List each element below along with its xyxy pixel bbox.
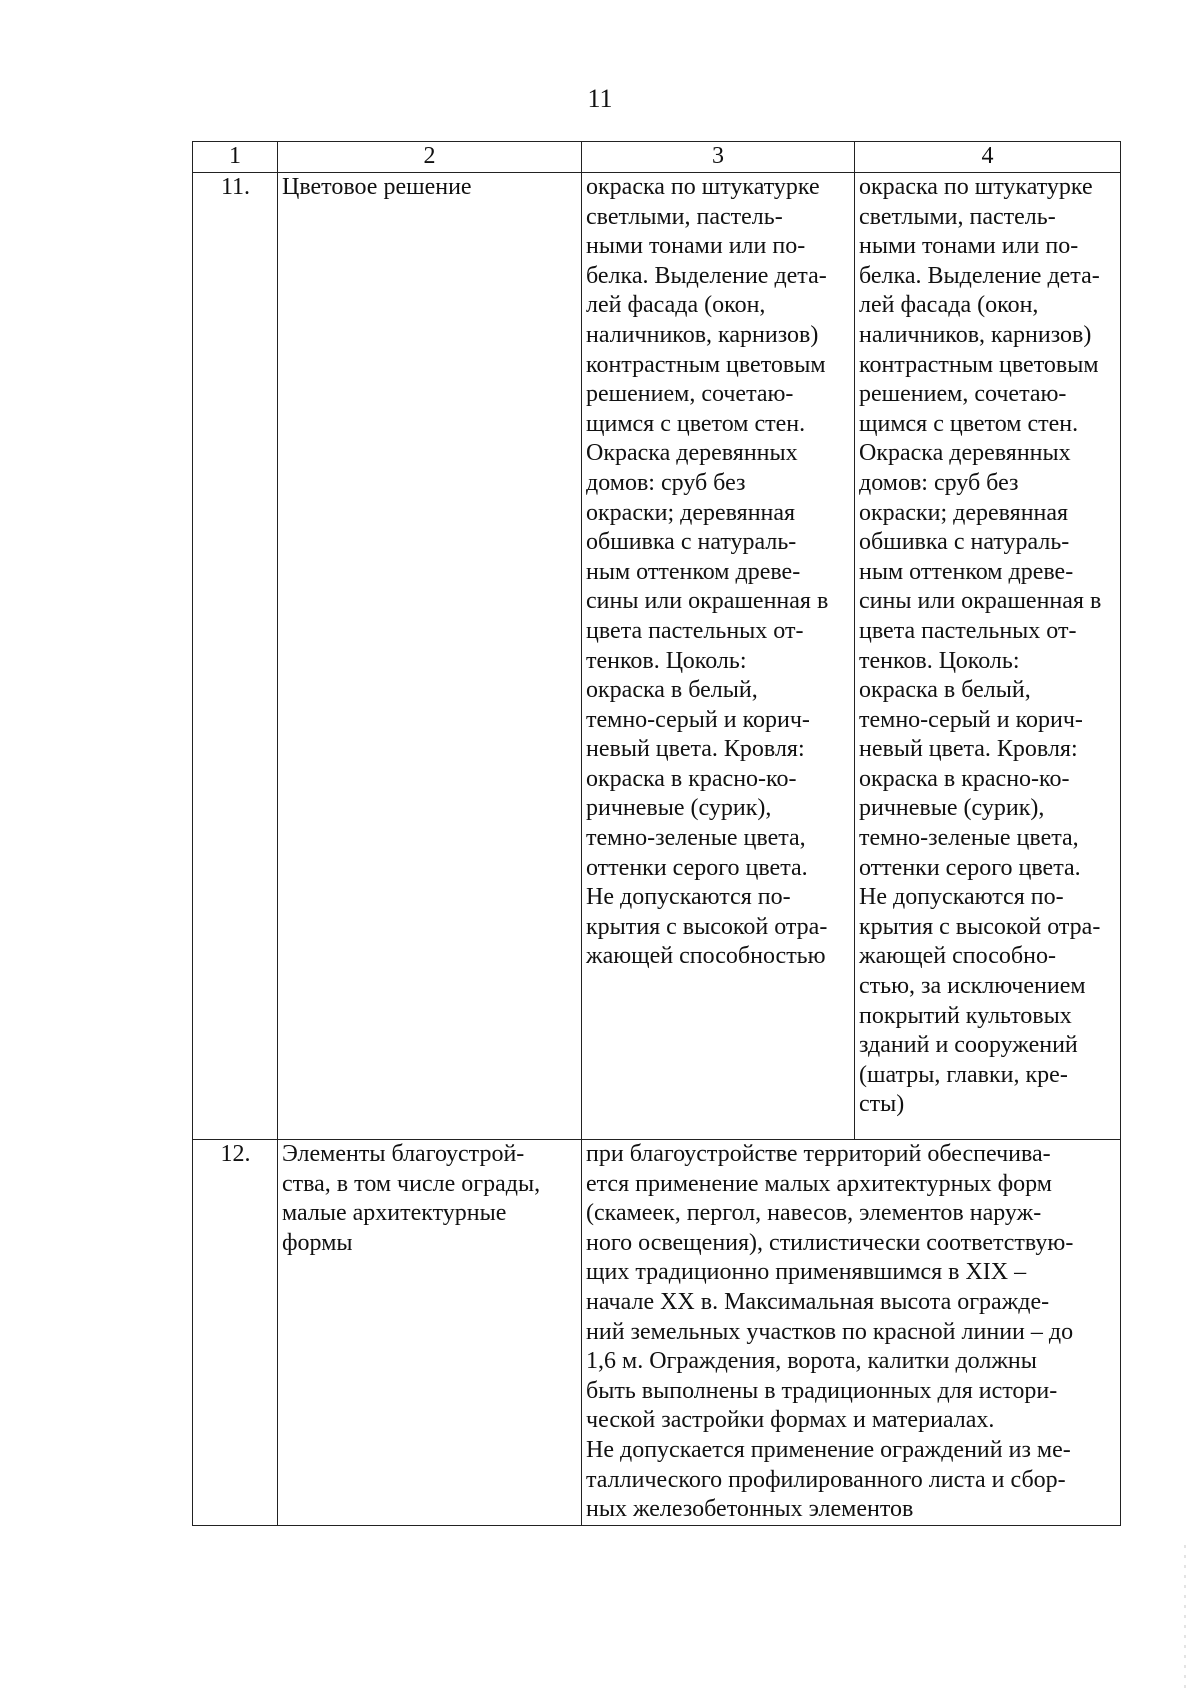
table-row xyxy=(193,1140,1121,1526)
row-col3-text: окраска по штукатурке светлыми, пастель- ными тонами или по- белка. Выделение дета- лей фасада (окон, наличников, карнизов) контрастным цветовым решением, сочетаю- щимся с цветом стен. Окраска деревянных домов: сруб без окраски; деревянная обшивка с натураль- ным оттенком древе- сины или окрашенная в цвета пастельных от- тенков. Цоколь: окраска в белый, темно-серый и корич- невый цвета. Кровля: окраска в красно-ко- ричневые (сурик), темно-зеленые цвета, оттенки серого цвета. Не допускаются по- крытия с высокой отра- жающей способностью xyxy=(582,173,855,1140)
header-col-1: 1 xyxy=(193,142,278,173)
row-number: 11. xyxy=(193,173,278,1140)
page-number: 11 xyxy=(587,84,613,113)
table-header-row xyxy=(193,142,1121,173)
table-row xyxy=(193,173,1121,1140)
row-title: Цветовое решение xyxy=(278,173,582,1140)
requirements-table xyxy=(192,141,1121,1526)
header-col-4: 4 xyxy=(855,142,1121,173)
row-number: 12. xyxy=(193,1140,278,1526)
scan-artifact xyxy=(1184,1545,1186,1695)
header-col-2: 2 xyxy=(278,142,582,173)
header-col-3: 3 xyxy=(582,142,855,173)
row-merged-text: при благоустройстве территорий обеспечива- ется применение малых архитектурных форм (скамеек, пергол, навесов, элементов наруж- ного освещения), стилистически соответствую- щих традиционно применявшимся в XIX – начале XX в. Максимальная высота огражде- ний земельных участков по красной линии – до 1,6 м. Ограждения, ворота, калитки должны быть выполнены в традиционных для истори- ческой застройки формах и материалах. Не допускается применение ограждений из ме- таллического профилированного листа и сбор- ных железобетонных элементов xyxy=(582,1140,1121,1526)
row-col4-text: окраска по штукатурке светлыми, пастель- ными тонами или по- белка. Выделение дета- лей фасада (окон, наличников, карнизов) контрастным цветовым решением, сочетаю- щимся с цветом стен. Окраска деревянных домов: сруб без окраски; деревянная обшивка с натураль- ным оттенком древе- сины или окрашенная в цвета пастельных от- тенков. Цоколь: окраска в белый, темно-серый и корич- невый цвета. Кровля: окраска в красно-ко- ричневые (сурик), темно-зеленые цвета, оттенки серого цвета. Не допускаются по- крытия с высокой отра- жающей способно- стью, за исключением покрытий культовых зданий и сооружений (шатры, главки, кре- сты) xyxy=(855,173,1121,1140)
row-title: Элементы благоустрой- ства, в том числе ограды, малые архитектурные формы xyxy=(278,1140,582,1526)
